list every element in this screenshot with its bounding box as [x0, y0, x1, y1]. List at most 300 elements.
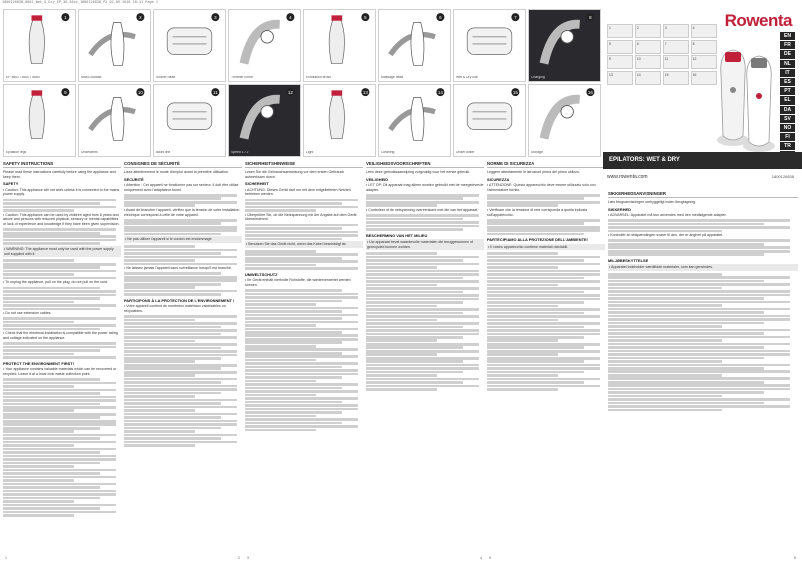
text-line — [245, 355, 358, 358]
text-line — [3, 448, 116, 451]
text-line — [3, 277, 116, 280]
text-line — [3, 324, 116, 327]
text-line — [124, 319, 195, 322]
cover-thumbnail — [663, 55, 689, 69]
cover-thumbnails — [607, 24, 717, 152]
cover-thumbnail-number: 16 — [692, 72, 697, 77]
illustration-drawing — [304, 85, 375, 147]
page-nl-title: VEILIGHEIDSVOORSCHRIFTEN — [366, 161, 484, 168]
illustration-caption: Under water — [456, 151, 475, 155]
text-line — [487, 336, 584, 339]
text-line — [366, 357, 479, 360]
text-line — [608, 374, 722, 377]
text-line — [3, 378, 100, 381]
text-line — [3, 479, 74, 482]
section-text: • Attention : Cet appareil ne fonctionne pas sur secteur. Il doit être utilisé uniquement avec l'adaptateur fourni. — [124, 182, 239, 192]
text-line — [124, 272, 221, 275]
epilator-product-image — [713, 40, 781, 158]
text-line — [245, 429, 316, 432]
illustration-caption: Storage — [531, 151, 543, 155]
cover-thumbnail — [635, 71, 661, 85]
text-line — [487, 277, 584, 280]
text-line — [608, 253, 764, 256]
text-line — [487, 197, 584, 200]
page-da-intro: Læs brugsanvisningen omhyggeligt inden ibrugtagning. — [608, 200, 697, 204]
text-line — [3, 342, 116, 345]
text-line — [366, 301, 463, 304]
text-line — [245, 369, 358, 372]
text-line — [608, 360, 722, 363]
text-line — [124, 249, 237, 252]
illustration-panel — [153, 84, 226, 157]
text-line — [245, 425, 358, 428]
text-line — [245, 341, 342, 344]
text-line — [3, 476, 116, 479]
text-line — [3, 287, 100, 290]
text-line — [124, 360, 195, 363]
text-line — [124, 326, 221, 329]
text-line — [245, 408, 358, 411]
text-line — [245, 415, 316, 418]
text-line — [487, 301, 584, 304]
text-line — [124, 374, 195, 377]
text-line — [124, 402, 221, 405]
text-line — [608, 367, 764, 370]
text-line — [366, 259, 463, 262]
language-tab-no: NO — [780, 124, 795, 132]
text-line — [608, 297, 764, 300]
text-line — [124, 286, 195, 289]
text-line — [3, 206, 116, 209]
text-line — [366, 218, 463, 221]
text-line — [245, 359, 316, 362]
text-line — [3, 430, 74, 433]
text-line — [366, 360, 463, 363]
svg-text:15: 15 — [512, 89, 518, 95]
text-line — [3, 235, 116, 238]
text-line — [245, 314, 358, 317]
language-tab-pt: PT — [780, 87, 795, 95]
text-line — [124, 290, 237, 293]
text-line — [487, 333, 600, 336]
text-line — [124, 441, 237, 444]
text-line — [245, 345, 316, 348]
text-line — [245, 334, 358, 337]
text-line — [366, 291, 463, 294]
text-line — [245, 317, 342, 320]
section-heading: SIKKERHED — [608, 206, 631, 212]
text-line — [124, 420, 237, 423]
cover-thumbnail-number: 2 — [636, 26, 639, 30]
page-da — [608, 191, 798, 561]
text-line — [3, 301, 74, 304]
page-de-sections — [245, 181, 363, 431]
illustration-panel — [528, 9, 601, 82]
text-line — [245, 227, 342, 230]
text-line — [487, 280, 600, 283]
text-line — [487, 378, 600, 381]
text-line — [245, 331, 342, 334]
text-line — [487, 326, 584, 329]
section-text: • Caution: This appliance will not work unless it is connected to the mains power supply. — [3, 187, 120, 197]
page-en-number: 1 — [5, 556, 7, 560]
text-line — [608, 308, 790, 311]
text-line — [3, 511, 116, 514]
text-line — [3, 356, 116, 359]
text-line — [3, 228, 116, 231]
text-line — [608, 304, 722, 307]
text-line — [366, 280, 479, 283]
text-line — [3, 434, 116, 437]
text-line — [366, 326, 463, 329]
text-line — [245, 206, 358, 209]
text-line — [608, 239, 790, 242]
illustration-panel — [228, 84, 301, 157]
text-line — [366, 308, 479, 311]
page-fr-body — [124, 170, 242, 448]
illustration-drawing — [229, 10, 300, 72]
illustration-drawing — [154, 10, 225, 72]
illustration-strip — [3, 9, 601, 157]
section-heading: PROTECT THE ENVIRONMENT FIRST! — [3, 360, 74, 366]
section-text: • Caution: This appliance can be used by children aged from 8 years and above and persons with reduced physical, sensory or mental capabilities or lack of experience and knowledge if they have been given supervision. — [3, 212, 120, 227]
brand-url: www.rowenta.com — [607, 174, 648, 180]
text-line — [608, 280, 764, 283]
text-line — [608, 287, 722, 290]
svg-text:5: 5 — [364, 14, 367, 20]
page-da-sections — [608, 207, 798, 412]
text-line — [487, 350, 600, 353]
product-reference: 1800126838 — [771, 174, 794, 179]
text-line — [245, 293, 358, 296]
illustration-panel — [453, 84, 526, 157]
cover-thumbnail — [607, 40, 633, 54]
illustration-panel — [228, 9, 301, 82]
text-line — [487, 226, 600, 229]
page-it-intro: Leggere attentamente le istruzioni prima del primo utilizzo. — [487, 170, 580, 174]
text-line — [245, 411, 342, 414]
text-line — [245, 366, 342, 369]
text-line — [124, 329, 237, 332]
text-line — [245, 422, 342, 425]
text-line — [124, 388, 237, 391]
device-body-left — [721, 50, 746, 140]
text-line — [366, 294, 479, 297]
text-line — [487, 194, 600, 197]
text-line — [366, 364, 479, 367]
text-line — [124, 233, 221, 236]
text-line — [245, 257, 342, 260]
page-da-number: 6 — [794, 556, 796, 560]
device-head-right — [751, 58, 767, 68]
text-line — [3, 263, 116, 266]
text-line — [608, 398, 790, 401]
text-line — [366, 315, 479, 318]
svg-text:11: 11 — [213, 89, 218, 95]
text-line — [3, 273, 74, 276]
section-text: • Verificare che la tensione di rete corrisponda a quella indicata sull'apparecchio. — [487, 207, 588, 217]
text-line — [487, 266, 558, 269]
illustration-caption: Underarms — [81, 151, 98, 155]
text-line — [3, 490, 116, 493]
text-line — [608, 350, 790, 353]
text-line — [366, 322, 479, 325]
text-line — [124, 283, 221, 286]
brand-logo: Rowenta — [724, 11, 792, 30]
page-da-title: SIKKERHEDSANVISNINGER — [608, 191, 798, 198]
section-text: • ADVARSEL: Apparatet må kun anvendes med den medfølgende adapter. — [608, 212, 727, 217]
illustration-drawing — [454, 85, 525, 147]
text-line — [608, 294, 790, 297]
text-line — [3, 441, 116, 444]
cover-thumbnail-number: 15 — [664, 72, 669, 77]
page-da-body — [608, 200, 798, 412]
text-line — [3, 469, 116, 472]
cover-thumbnail-number: 10 — [636, 57, 641, 61]
language-tab-fi: FI — [780, 133, 795, 141]
illustration-caption: Epilation legs — [6, 151, 27, 155]
text-line — [3, 493, 116, 496]
svg-text:2: 2 — [139, 14, 142, 20]
text-line — [124, 336, 237, 339]
text-line — [3, 462, 100, 465]
text-line — [245, 310, 342, 313]
text-line — [366, 221, 479, 224]
illustration-caption: Cleaning — [381, 151, 395, 155]
text-line — [3, 483, 116, 486]
text-line — [366, 312, 463, 315]
language-tab-it: IT — [780, 69, 795, 77]
text-line — [608, 301, 790, 304]
text-line — [3, 232, 100, 235]
text-line — [366, 197, 463, 200]
text-line — [366, 333, 479, 336]
text-line — [366, 346, 463, 349]
text-line — [3, 385, 74, 388]
illustration-caption: Massage head — [381, 76, 404, 80]
text-line — [608, 318, 790, 321]
text-line — [3, 497, 100, 500]
text-line — [3, 242, 100, 245]
text-line — [245, 264, 316, 267]
cover-thumbnail-number: 13 — [609, 72, 613, 77]
cover-thumbnail — [635, 40, 661, 54]
text-line — [3, 396, 116, 399]
text-line — [487, 287, 600, 290]
cover-thumbnail-number: 7 — [664, 41, 667, 46]
section-text: • ACHTUNG: Dieses Gerät darf nur mit dem mitgelieferten Netzteil betrieben werden. — [245, 187, 351, 197]
cover-panel — [603, 2, 802, 188]
cover-thumbnail-number: 14 — [636, 72, 641, 77]
illustration-grid — [3, 9, 601, 157]
text-line — [245, 338, 358, 341]
text-line — [366, 287, 479, 290]
text-line — [608, 315, 790, 318]
text-line — [3, 409, 74, 412]
section-text: • Ne pas utiliser l'appareil si le cordon est endommagé. — [124, 236, 242, 243]
section-text: • Apparatet indeholder værdifulde materialer, som kan genvindes. — [608, 264, 798, 271]
text-line — [245, 260, 358, 263]
text-line — [245, 328, 358, 331]
text-line — [3, 420, 116, 423]
text-line — [608, 364, 790, 367]
text-line — [124, 279, 237, 282]
illustration-panel — [453, 9, 526, 82]
page-fr-sections — [124, 177, 242, 447]
text-line — [608, 311, 764, 314]
page-nl-body — [366, 170, 484, 392]
text-line — [245, 401, 342, 404]
device-head-left — [725, 52, 741, 62]
text-line — [487, 388, 558, 391]
text-line — [366, 336, 463, 339]
text-line — [608, 325, 722, 328]
text-line — [124, 423, 237, 426]
text-line — [487, 270, 600, 273]
cover-thumbnail — [607, 55, 633, 69]
text-line — [366, 329, 479, 332]
text-line — [366, 367, 479, 370]
text-line — [245, 253, 358, 256]
text-line — [487, 360, 584, 363]
language-tab-es: ES — [780, 78, 795, 86]
text-line — [487, 229, 600, 232]
text-line — [608, 402, 764, 405]
text-line — [124, 222, 221, 225]
illustration-drawing — [154, 85, 225, 147]
section-text: • Benutzen Sie das Gerät nicht, wenn das Kabel beschädigt ist. — [245, 241, 363, 248]
cover-thumbnail — [663, 40, 689, 54]
text-line — [366, 339, 437, 342]
text-line — [487, 374, 558, 377]
text-line — [366, 374, 437, 377]
language-tab-da: DA — [780, 106, 795, 114]
text-line — [3, 392, 100, 395]
illustration-panel — [3, 9, 76, 82]
text-line — [124, 430, 195, 433]
text-line — [124, 427, 221, 430]
cover-thumbnail-number: 1 — [609, 26, 611, 30]
text-line — [3, 444, 74, 447]
text-line — [124, 444, 195, 447]
svg-text:3: 3 — [214, 14, 217, 20]
text-line — [608, 283, 790, 286]
section-heading: VEILIGHEID — [366, 176, 389, 182]
text-line — [124, 226, 237, 229]
text-line — [487, 259, 584, 262]
page-nl-sections — [366, 177, 484, 391]
text-line — [487, 219, 600, 222]
text-line — [124, 204, 195, 207]
illustration-drawing — [454, 10, 525, 72]
text-line — [3, 294, 116, 297]
text-line — [3, 507, 100, 510]
text-line — [124, 252, 221, 255]
text-line — [3, 504, 116, 507]
text-line — [245, 250, 316, 253]
svg-text:1: 1 — [64, 14, 67, 20]
text-line — [245, 307, 358, 310]
cover-thumbnail — [607, 24, 633, 38]
text-line — [245, 376, 342, 379]
illustration-panel — [528, 84, 601, 157]
device-button-right — [756, 93, 762, 99]
text-line — [124, 413, 237, 416]
cover-thumbnail — [691, 24, 717, 38]
text-line — [487, 367, 600, 370]
section-text: • Your appliance contains valuable materials which can be recovered or recycled. Leave it at a local civic waste collection point. — [3, 367, 117, 376]
text-line — [366, 266, 437, 269]
text-line — [3, 266, 100, 269]
illustration-drawing — [4, 85, 75, 147]
svg-text:6: 6 — [439, 14, 442, 20]
text-line — [608, 381, 764, 384]
page-de-intro: Lesen Sie die Gebrauchsanweisung vor dem ersten Gebrauch aufmerksam durch. — [245, 170, 345, 179]
text-line — [3, 290, 116, 293]
illustration-drawing — [304, 10, 375, 72]
text-line — [608, 322, 764, 325]
text-line — [124, 395, 195, 398]
text-line — [366, 252, 437, 255]
text-line — [366, 385, 479, 388]
illustration-caption: Shaver head — [156, 76, 176, 80]
text-line — [3, 514, 74, 517]
text-line — [487, 329, 600, 332]
language-tab-el: EL — [780, 96, 795, 104]
page-en-sections — [3, 181, 121, 516]
text-line — [245, 289, 342, 292]
text-line — [366, 194, 479, 197]
text-line — [245, 209, 316, 212]
text-line — [124, 364, 237, 367]
text-line — [608, 343, 790, 346]
text-line — [487, 381, 584, 384]
text-line — [124, 392, 221, 395]
section-text: • Avant de brancher l'appareil, vérifiez que la tension de votre installation électrique correspond à celle de votre appareil. — [124, 207, 240, 217]
text-line — [366, 201, 479, 204]
illustration-panel — [303, 84, 376, 157]
text-line — [3, 259, 74, 262]
text-line — [366, 277, 463, 280]
text-line — [608, 391, 764, 394]
text-line — [366, 388, 437, 391]
illustration-caption: Trimmer comb — [231, 76, 253, 80]
text-line — [487, 233, 584, 236]
page-en-intro: Please read these instructions carefully before using the appliance and keep them. — [3, 170, 116, 179]
text-line — [3, 239, 116, 242]
cover-thumbnail — [663, 71, 689, 85]
text-line — [245, 300, 342, 303]
svg-text:14: 14 — [437, 89, 443, 95]
text-line — [608, 276, 790, 279]
text-line — [3, 346, 116, 349]
text-line — [608, 230, 722, 233]
section-heading: SAFETY — [3, 181, 19, 187]
product-title-bar: EPILATORS: WET & DRY — [603, 152, 802, 169]
illustration-drawing — [229, 85, 300, 147]
text-line — [366, 284, 437, 287]
text-line — [3, 416, 100, 419]
language-tab-sv: SV — [780, 115, 795, 123]
section-heading: SICHERHEIT — [245, 181, 269, 187]
text-line — [245, 267, 358, 270]
illustration-caption: Light — [306, 151, 314, 155]
text-line — [487, 319, 558, 322]
text-line — [124, 406, 237, 409]
section-text: • Ihr Gerät enthält wertvolle Rohstoffe, die wiederverwertet werden können. — [245, 278, 351, 287]
text-line — [487, 364, 600, 367]
text-line — [124, 245, 195, 248]
